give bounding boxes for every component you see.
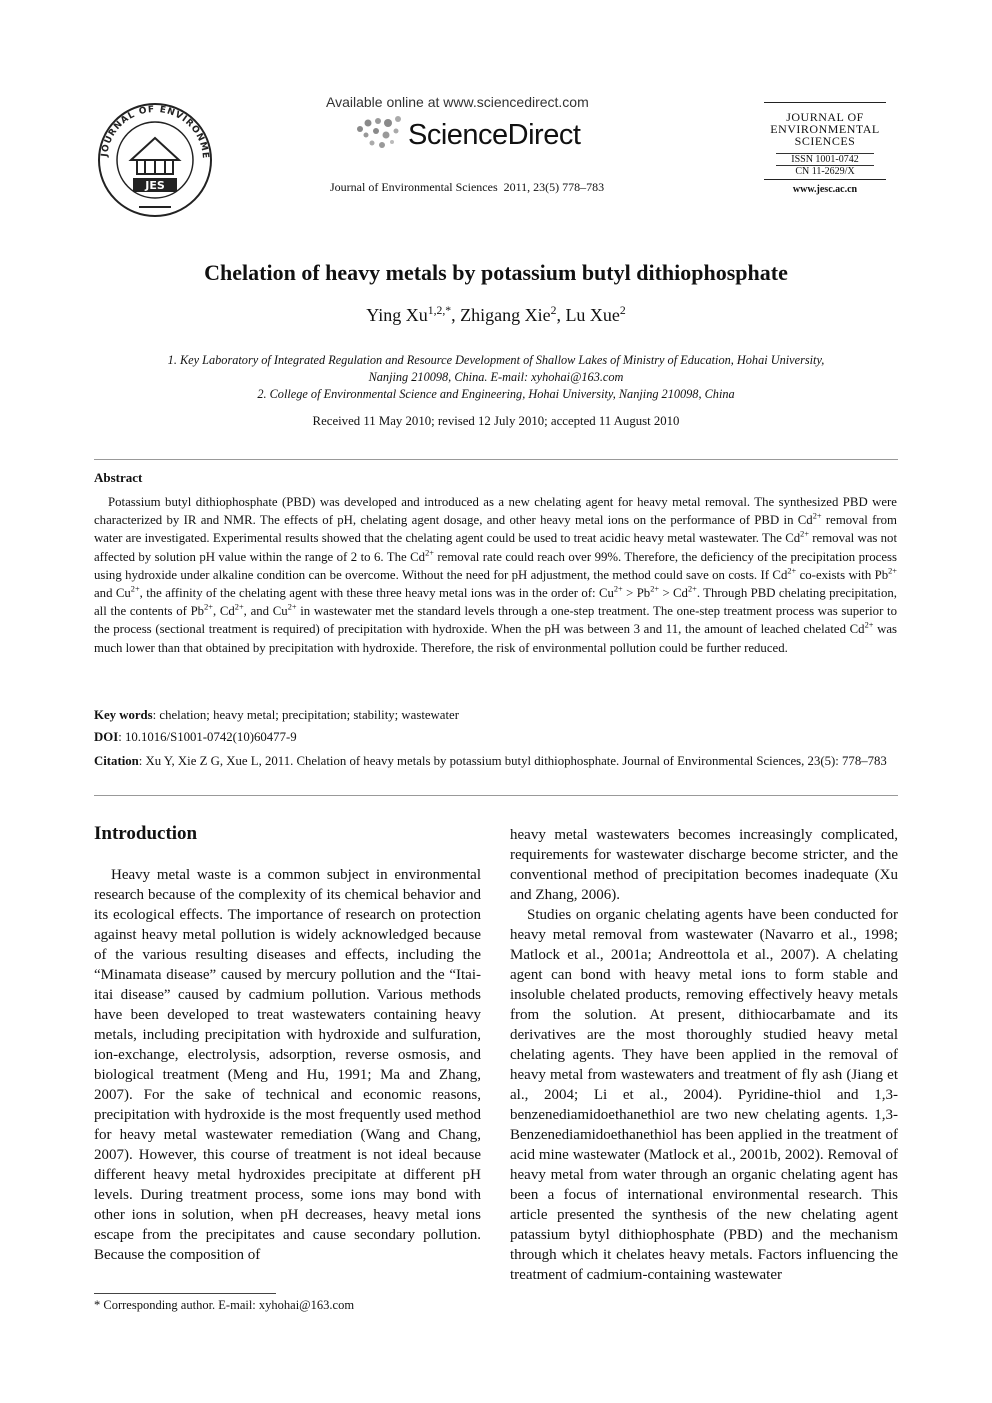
doi-label: DOI [94, 730, 119, 744]
citation [94, 752, 897, 770]
abstract-segment: . Through PBD chelating precipitation, all the contents of Pb [94, 586, 897, 619]
author-3: Lu Xue [565, 305, 620, 325]
ion-charge: 2+ [687, 584, 697, 594]
journal-issn: ISSN 1001-0742 [791, 154, 859, 165]
divider [94, 459, 898, 460]
svg-text:JES: JES [145, 179, 165, 192]
corresponding-author-footnote: * Corresponding author. E-mail: xyhohai@163.com [94, 1298, 355, 1312]
author-1: Ying Xu [366, 305, 428, 325]
svg-text:JOURNAL OF ENVIRONMENTAL SCIEN: JOURNAL OF ENVIRONME [100, 104, 211, 160]
intro-paragraph: heavy metal wastewaters becomes increasingly complicated, requirements for wastewater discharge become stricter, and the conventional method of precipitation becomes inadequate (Xu and Zhang, 2006). [510, 827, 898, 903]
author-1-affil: 1,2,* [427, 304, 452, 317]
divider [94, 795, 898, 796]
intro-paragraph: Studies on organic chelating agents have been conducted for heavy metal removal from wastewater (Navarro et al., 1998; Matlock et al., 2001a; Andreottola et al., 2007). A chelating agent can bond with heavy metal ions to form stable and insoluble chelated products, removing effectively heavy metals from the solution. At present, dithiocarbamate and its derivatives are the most thoroughly studied heavy metal chelating agents. They have been applied in the removal of heavy metal from wastewaters and treatment of fly ash (Jiang et al., 2004; Li et al., 2004). Pyridine-thiol and 1,3-benzenediamidoethanethiol are two new chelating agents. 1,3-Benzenediamidoethanethiol has been applied in the treatment of acid mine wastewater (Matlock et al., 2001b, 2002). Removal of heavy metal from water through an organic chelating agent has been a focus of international environmental research. This article presented the synthesis of the new chelating agent patassium bytyl dithiophosphate (PBD) and the mechanism through which it chelates heavy metals. Factors influencing the treatment of cadmium-containing wastewater [510, 907, 898, 1283]
ion-charge: 2+ [234, 602, 244, 612]
section-heading-introduction: Introduction [94, 823, 198, 844]
keywords [94, 706, 897, 724]
keywords-text: : chelation; heavy metal; precipitation; stability; wastewater [152, 708, 459, 722]
author-separator: , [451, 305, 461, 325]
sciencedirect-dots-icon [352, 115, 408, 155]
doi-text[interactable]: : 10.1016/S1001-0742(10)60477-9 [118, 730, 297, 744]
affiliations [0, 352, 992, 403]
abstract-segment: , Cd [212, 604, 235, 619]
affiliation-1a: 1. Key Laboratory of Integrated Regulation and Resource Development of Shallow Lakes of Ministry of Education, Hohai University, [167, 353, 825, 367]
journal-citation-line: Journal of Environmental Sciences 2011, 23(5) 778–783 [330, 180, 605, 194]
abstract-segment: in wastewater met the standard levels through a one-step treatment. The one-step treatment process was superior to the process (sectional treatment is required) of precipitation with hydroxide. When the pH was between 3 and 11, the amount of leached chelated Cd [94, 604, 897, 637]
sciencedirect-wordmark: ScienceDirect [408, 119, 581, 151]
ion-charge: 2+ [130, 584, 140, 594]
abstract-segment: and Cu [94, 586, 131, 601]
abstract-segment: > Cd [659, 586, 688, 601]
author-list [0, 305, 992, 326]
ion-charge: 2+ [650, 584, 660, 594]
journal-box-title-3: SCIENCES [794, 134, 856, 148]
author-3-affil: 2 [619, 304, 626, 317]
ion-charge: 2+ [864, 621, 874, 631]
ion-charge: 2+ [204, 602, 213, 612]
doi [94, 728, 897, 746]
ion-charge: 2+ [425, 548, 434, 558]
abstract-segment: , and Cu [243, 604, 288, 619]
footnote-rule [94, 1293, 276, 1294]
author-2: Zhigang Xie [460, 305, 551, 325]
abstract-segment: removal was not affected by solution pH value within the range of 2 to 6. The Cd [94, 531, 898, 564]
sciencedirect-logo[interactable] [352, 113, 592, 157]
journal-url[interactable]: www.jesc.ac.cn [792, 184, 858, 195]
author-2-affil: 2 [550, 304, 557, 317]
intro-left-column [94, 865, 481, 1265]
journal-cn: CN 11-2629/X [795, 166, 855, 177]
abstract-segment: co-exists with Pb [796, 567, 889, 582]
journal-box [764, 102, 886, 197]
affiliation-2: 2. College of Environmental Science and Engineering, Hohai University, Nanjing 210098, China [257, 387, 735, 401]
ion-charge: 2+ [287, 602, 297, 612]
ion-charge: 2+ [613, 584, 623, 594]
abstract-segment: removal from water are investigated. Experimental results showed that the chelating agent could be used to treat acidic heavy metal wastewater. The Cd [94, 513, 897, 546]
abstract-heading: Abstract [94, 470, 143, 485]
citation-label: Citation [94, 754, 139, 768]
available-online-line[interactable]: Available online at www.sciencedirect.com [326, 94, 589, 110]
ion-charge: 2+ [888, 566, 897, 576]
abstract-text [94, 493, 897, 657]
journal-box-title-2: ENVIRONMENTAL [770, 122, 880, 136]
citation-text: : Xu Y, Xie Z G, Xue L, 2011. Chelation of heavy metals by potassium butyl dithiophosphate. Journal of Environmental Sciences, 23(5): 778–783 [138, 754, 887, 768]
abstract-segment: was much lower than that obtained by precipitation with hydroxide. Therefore, the risk of environmental pollution could be further reduced. [94, 622, 897, 655]
abstract-segment: removal rate could reach over 99%. Therefore, the deficiency of the precipitation process using hydroxide under alkaline condition can be overcome. Without the need for pH adjustment, the method could save on costs. If Cd [94, 549, 897, 582]
ion-charge: 2+ [787, 566, 797, 576]
abstract-segment: Potassium butyl dithiophosphate (PBD) was developed and introduced as a new chelating agent for heavy metal removal. The synthesized PBD were characterized by IR and NMR. The effects of pH, chelating agent dosage, and other heavy metal ions on the performance of PBD in Cd [94, 495, 897, 528]
abstract-segment: > Pb [622, 586, 651, 601]
intro-right-column [510, 825, 898, 1285]
abstract-segment: , the affinity of the chelating agent with these three heavy metal ions was in the order of: Cu [139, 586, 614, 601]
keywords-label: Key words [94, 708, 153, 722]
article-title: Chelation of heavy metals by potassium butyl dithiophosphate [204, 260, 788, 285]
ion-charge: 2+ [812, 511, 822, 521]
intro-paragraph: Heavy metal waste is a common subject in environmental research because of the complexity of its chemical behavior and its ecological effects. The importance of research on protection against heavy metal pollution is widely acknowledged because of the various resulting diseases and effects, including the “Minamata disease” caused by mercury pollution and the “Itai-itai disease” caused by cadmium pollution. Various methods have been developed to treat wastewaters containing heavy metals, including precipitation with hydroxide and sulfuration, ion-exchange, electrolysis, adsorption, reverse osmosis, and biological treatment (Meng and Hu, 1991; Ma and Zhang, 2007). For the sake of technical and economic reasons, precipitation with hydroxide is the most frequently used method for heavy metal wastewater remediation (Wang and Chang, 2007). However, this course of treatment is not ideal because different heavy metal hydroxides precipitate at different pH levels. During treatment process, some ions may bond with other ions in solution, when pH decreases, heavy metal ions escape from the precipitates and cause secondary pollution. Because the composition of [94, 867, 481, 1263]
ion-charge: 2+ [800, 530, 810, 540]
received-dates: Received 11 May 2010; revised 12 July 2010; accepted 11 August 2010 [312, 414, 680, 428]
journal-seal-logo [93, 100, 217, 218]
affiliation-1b: Nanjing 210098, China. E-mail: xyhohai@163.com [368, 370, 624, 384]
journal-box-title-1: JOURNAL OF [786, 110, 864, 124]
author-separator: , [556, 305, 566, 325]
